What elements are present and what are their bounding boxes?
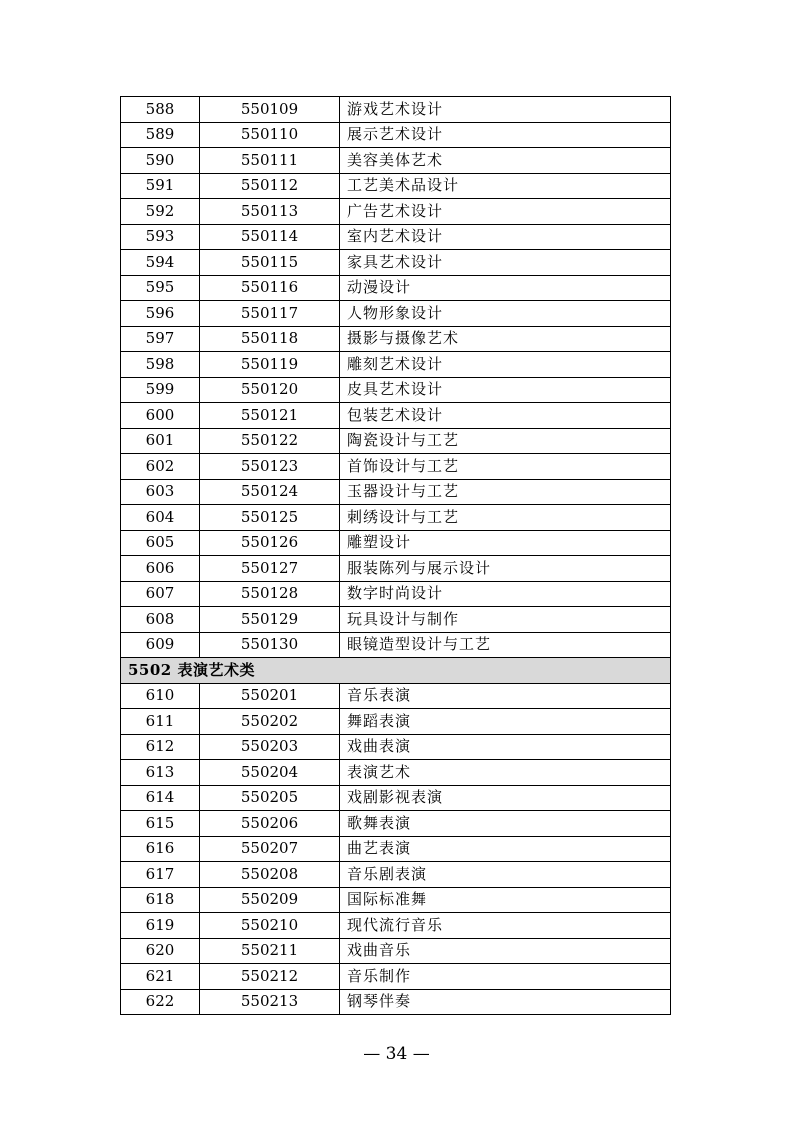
table-row	[121, 964, 671, 990]
row-number-cell: 609	[121, 632, 200, 658]
major-code-cell: 550212	[200, 964, 340, 990]
major-code-cell: 550202	[200, 709, 340, 735]
row-number-cell: 607	[121, 581, 200, 607]
table-row	[121, 326, 671, 352]
major-name-cell: 现代流行音乐	[340, 913, 671, 939]
major-code-cell: 550125	[200, 505, 340, 531]
row-number-cell: 600	[121, 403, 200, 429]
row-number-cell: 612	[121, 734, 200, 760]
row-number-cell: 619	[121, 913, 200, 939]
row-number-cell: 602	[121, 454, 200, 480]
row-number-cell: 601	[121, 428, 200, 454]
page-number: — 34 —	[363, 1044, 430, 1064]
table-row	[121, 377, 671, 403]
major-name-cell: 包装艺术设计	[340, 403, 671, 429]
major-code-cell: 550127	[200, 556, 340, 582]
major-name-cell: 数字时尚设计	[340, 581, 671, 607]
major-name-cell: 舞蹈表演	[340, 709, 671, 735]
major-name-cell: 雕塑设计	[340, 530, 671, 556]
major-name-cell: 戏曲表演	[340, 734, 671, 760]
row-number-cell: 605	[121, 530, 200, 556]
major-code-cell: 550213	[200, 989, 340, 1015]
row-number-cell: 616	[121, 836, 200, 862]
row-number-cell: 614	[121, 785, 200, 811]
table-row	[121, 352, 671, 378]
major-name-cell: 家具艺术设计	[340, 250, 671, 276]
table-row	[121, 148, 671, 174]
major-code-cell: 550109	[200, 97, 340, 123]
major-name-cell: 音乐制作	[340, 964, 671, 990]
row-number-cell: 610	[121, 683, 200, 709]
table-row	[121, 836, 671, 862]
major-code-cell: 550119	[200, 352, 340, 378]
table-row	[121, 301, 671, 327]
category-label: 5502 表演艺术类	[121, 658, 671, 684]
major-code-cell: 550130	[200, 632, 340, 658]
major-name-cell: 钢琴伴奏	[340, 989, 671, 1015]
major-code-cell: 550121	[200, 403, 340, 429]
major-name-cell: 眼镜造型设计与工艺	[340, 632, 671, 658]
major-code-cell: 550207	[200, 836, 340, 862]
major-code-cell: 550204	[200, 760, 340, 786]
major-code-cell: 550115	[200, 250, 340, 276]
major-code-cell: 550120	[200, 377, 340, 403]
row-number-cell: 590	[121, 148, 200, 174]
major-name-cell: 歌舞表演	[340, 811, 671, 837]
major-name-cell: 室内艺术设计	[340, 224, 671, 250]
table-row	[121, 913, 671, 939]
major-catalog-table	[120, 96, 671, 1015]
major-code-cell: 550113	[200, 199, 340, 225]
row-number-cell: 591	[121, 173, 200, 199]
major-code-cell: 550208	[200, 862, 340, 888]
major-name-cell: 表演艺术	[340, 760, 671, 786]
row-number-cell: 599	[121, 377, 200, 403]
row-number-cell: 598	[121, 352, 200, 378]
table-row	[121, 505, 671, 531]
table-row	[121, 989, 671, 1015]
major-name-cell: 服装陈列与展示设计	[340, 556, 671, 582]
table-row	[121, 709, 671, 735]
major-name-cell: 美容美体艺术	[340, 148, 671, 174]
major-code-cell: 550112	[200, 173, 340, 199]
category-row	[121, 658, 671, 684]
major-name-cell: 戏剧影视表演	[340, 785, 671, 811]
major-code-cell: 550205	[200, 785, 340, 811]
table-row	[121, 199, 671, 225]
row-number-cell: 621	[121, 964, 200, 990]
major-code-cell: 550114	[200, 224, 340, 250]
row-number-cell: 620	[121, 938, 200, 964]
major-name-cell: 音乐剧表演	[340, 862, 671, 888]
major-name-cell: 玉器设计与工艺	[340, 479, 671, 505]
table-row	[121, 607, 671, 633]
row-number-cell: 595	[121, 275, 200, 301]
row-number-cell: 589	[121, 122, 200, 148]
row-number-cell: 611	[121, 709, 200, 735]
major-code-cell: 550209	[200, 887, 340, 913]
major-code-cell: 550117	[200, 301, 340, 327]
major-name-cell: 曲艺表演	[340, 836, 671, 862]
row-number-cell: 604	[121, 505, 200, 531]
major-code-cell: 550111	[200, 148, 340, 174]
row-number-cell: 603	[121, 479, 200, 505]
table-row	[121, 887, 671, 913]
major-code-cell: 550123	[200, 454, 340, 480]
table-row	[121, 479, 671, 505]
major-name-cell: 工艺美术品设计	[340, 173, 671, 199]
table-row	[121, 224, 671, 250]
table-row	[121, 811, 671, 837]
major-code-cell: 550206	[200, 811, 340, 837]
major-code-cell: 550122	[200, 428, 340, 454]
major-code-cell: 550210	[200, 913, 340, 939]
major-name-cell: 陶瓷设计与工艺	[340, 428, 671, 454]
major-name-cell: 人物形象设计	[340, 301, 671, 327]
major-code-cell: 550124	[200, 479, 340, 505]
major-code-cell: 550126	[200, 530, 340, 556]
major-name-cell: 广告艺术设计	[340, 199, 671, 225]
major-name-cell: 音乐表演	[340, 683, 671, 709]
row-number-cell: 618	[121, 887, 200, 913]
major-code-cell: 550128	[200, 581, 340, 607]
table-row	[121, 250, 671, 276]
table-row	[121, 938, 671, 964]
row-number-cell: 606	[121, 556, 200, 582]
row-number-cell: 597	[121, 326, 200, 352]
major-name-cell: 摄影与摄像艺术	[340, 326, 671, 352]
table-row	[121, 275, 671, 301]
major-name-cell: 玩具设计与制作	[340, 607, 671, 633]
major-name-cell: 雕刻艺术设计	[340, 352, 671, 378]
table-row	[121, 122, 671, 148]
row-number-cell: 613	[121, 760, 200, 786]
table-row	[121, 173, 671, 199]
table-row	[121, 530, 671, 556]
major-name-cell: 游戏艺术设计	[340, 97, 671, 123]
table-row	[121, 734, 671, 760]
row-number-cell: 588	[121, 97, 200, 123]
table-row	[121, 760, 671, 786]
row-number-cell: 615	[121, 811, 200, 837]
row-number-cell: 594	[121, 250, 200, 276]
major-name-cell: 皮具艺术设计	[340, 377, 671, 403]
row-number-cell: 608	[121, 607, 200, 633]
major-name-cell: 刺绣设计与工艺	[340, 505, 671, 531]
major-code-cell: 550110	[200, 122, 340, 148]
major-code-cell: 550203	[200, 734, 340, 760]
table-body	[121, 97, 671, 1015]
table-row	[121, 632, 671, 658]
table-row	[121, 581, 671, 607]
major-name-cell: 戏曲音乐	[340, 938, 671, 964]
major-code-cell: 550116	[200, 275, 340, 301]
major-name-cell: 国际标准舞	[340, 887, 671, 913]
table-row	[121, 97, 671, 123]
row-number-cell: 596	[121, 301, 200, 327]
row-number-cell: 592	[121, 199, 200, 225]
major-name-cell: 展示艺术设计	[340, 122, 671, 148]
major-code-cell: 550211	[200, 938, 340, 964]
table-row	[121, 683, 671, 709]
major-name-cell: 动漫设计	[340, 275, 671, 301]
table-row	[121, 403, 671, 429]
table-row	[121, 454, 671, 480]
major-name-cell: 首饰设计与工艺	[340, 454, 671, 480]
row-number-cell: 622	[121, 989, 200, 1015]
major-code-cell: 550129	[200, 607, 340, 633]
major-code-cell: 550118	[200, 326, 340, 352]
major-code-cell: 550201	[200, 683, 340, 709]
table-row	[121, 785, 671, 811]
table-row	[121, 862, 671, 888]
table-row	[121, 556, 671, 582]
table-row	[121, 428, 671, 454]
row-number-cell: 617	[121, 862, 200, 888]
row-number-cell: 593	[121, 224, 200, 250]
